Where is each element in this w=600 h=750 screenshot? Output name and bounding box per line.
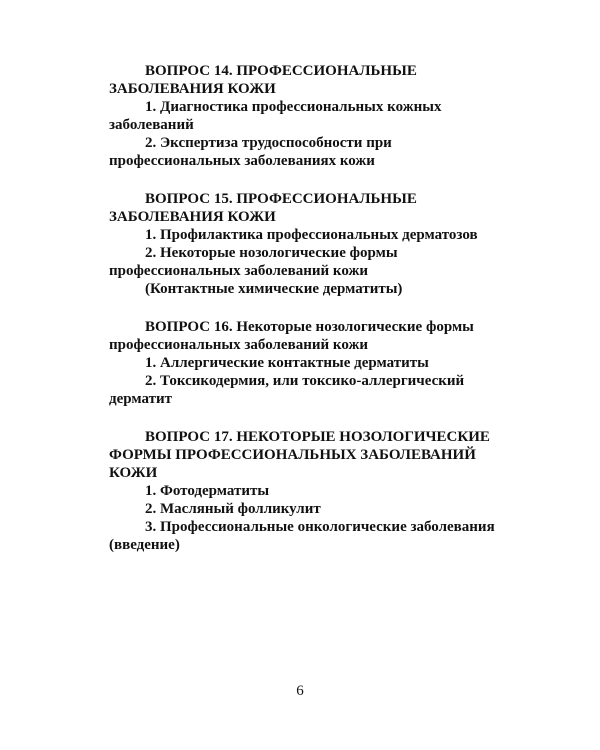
- question-15: [109, 190, 504, 298]
- question-16: [109, 318, 504, 408]
- question-heading: ВОПРОС 17. НЕКОТОРЫЕ НОЗОЛОГИЧЕСКИЕ ФОРМЫ ПРОФЕССИОНАЛЬНЫХ ЗАБОЛЕВАНИЙ КОЖИ: [109, 429, 490, 481]
- question-item: 2. Экспертиза трудоспособности при профессиональных заболеваниях кожи: [109, 135, 392, 169]
- page-number: 6: [296, 683, 304, 699]
- question-item: 2. Токсикодермия, или токсико-аллергический дерматит: [109, 373, 465, 407]
- question-item: 3. Профессиональные онкологические заболевания (введение): [109, 519, 495, 553]
- question-item: 1. Фотодерматиты: [145, 483, 270, 499]
- question-17: [109, 428, 504, 554]
- question-item: (Контактные химические дерматиты): [145, 281, 403, 297]
- question-item: 1. Аллергические контактные дерматиты: [145, 355, 429, 371]
- question-item: 1. Диагностика профессиональных кожных заболеваний: [109, 99, 442, 133]
- question-item: 1. Профилактика профессиональных дерматозов: [145, 227, 478, 243]
- question-item: 2. Масляный фолликулит: [145, 501, 321, 517]
- question-heading: ВОПРОС 15. ПРОФЕССИОНАЛЬНЫЕ ЗАБОЛЕВАНИЯ КОЖИ: [109, 191, 417, 225]
- questions-list: [109, 62, 504, 574]
- question-heading: ВОПРОС 14. ПРОФЕССИОНАЛЬНЫЕ ЗАБОЛЕВАНИЯ КОЖИ: [109, 63, 417, 97]
- question-heading: ВОПРОС 16. Некоторые нозологические формы профессиональных заболеваний кожи: [109, 319, 474, 353]
- question-14: [109, 62, 504, 170]
- question-item: 2. Некоторые нозологические формы профессиональных заболеваний кожи: [109, 245, 398, 279]
